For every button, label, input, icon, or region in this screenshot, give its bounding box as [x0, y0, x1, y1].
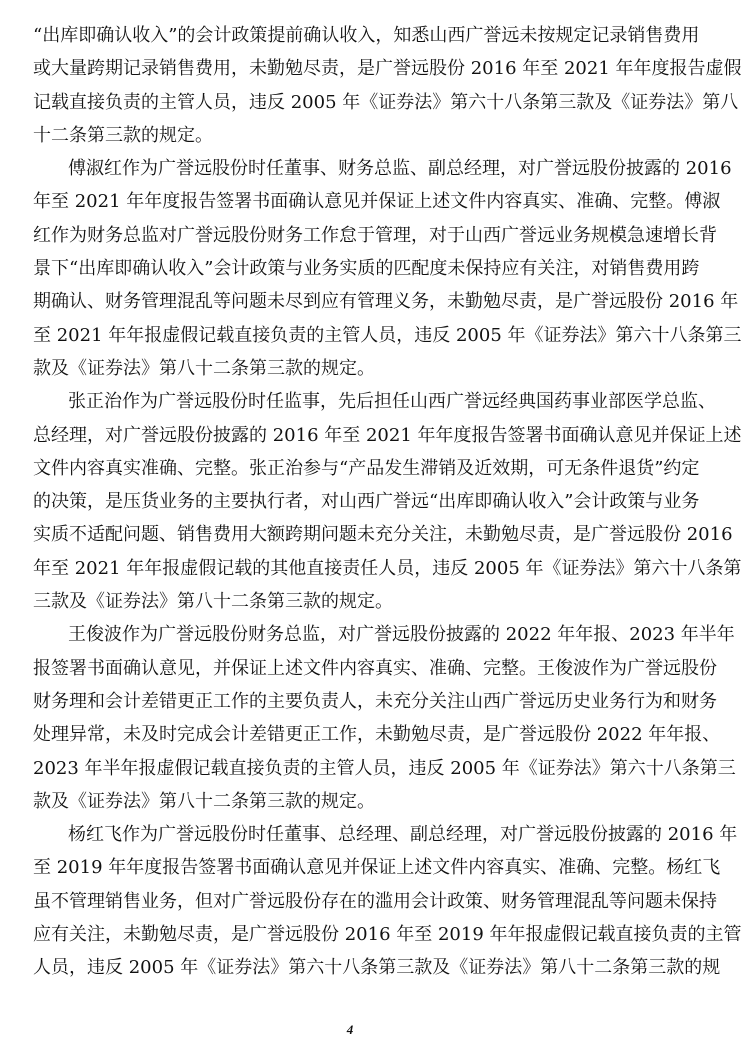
text-line: 处理异常，未及时完成会计差错更正工作，未勤勉尽责，是广誉远股份 2022 年年报、	[33, 724, 721, 746]
text-line: 的决策，是压货业务的主要执行者，对山西广誉远“出库即确认收入”会计政策与业务	[33, 491, 700, 513]
text-line: 红作为财务总监对广誉远股份财务工作怠于管理，对于山西广誉远业务规模急速增长背	[33, 224, 717, 246]
text-line: 应有关注，未勤勉尽责，是广誉远股份 2016 年至 2019 年年报虚假记载直接负责的主管	[33, 924, 742, 946]
text-line: 年至 2021 年年度报告签署书面确认意见并保证上述文件内容真实、准确、完整。傅淑	[33, 191, 721, 213]
text-line: 景下“出库即确认收入”会计政策与业务实质的匹配度未保持应有关注，对销售费用跨	[33, 258, 700, 280]
paragraph	[33, 19, 742, 152]
text-line: 杨红飞作为广誉远股份时任董事、总经理、副总经理，对广誉远股份披露的 2016 年	[68, 824, 738, 846]
paragraph	[33, 618, 736, 818]
text-line: 至 2019 年年度报告签署书面确认意见并保证上述文件内容真实、准确、完整。杨红飞	[33, 857, 721, 879]
text-line: 实质不适配问题、销售费用大额跨期问题未充分关注，未勤勉尽责，是广誉远股份 2016	[33, 524, 733, 546]
text-line: 款及《证券法》第八十二条第三款的规定。	[33, 790, 375, 812]
paragraph	[33, 818, 742, 984]
paragraph	[33, 385, 742, 618]
text-line: “出库即确认收入”的会计政策提前确认收入，知悉山西广誉远未按规定记录销售费用	[33, 25, 700, 46]
text-line: 财务理和会计差错更正工作的主要负责人，未充分关注山西广誉远历史业务行为和财务	[33, 690, 717, 712]
text-line: 总经理，对广誉远股份披露的 2016 年至 2021 年年度报告签署书面确认意见并保证上述	[33, 424, 742, 446]
text-line: 期确认、财务管理混乱等问题未尽到应有管理义务，未勤勉尽责，是广誉远股份 2016 年	[33, 291, 739, 313]
text-line: 人员，违反 2005 年《证券法》第六十八条第三款及《证券法》第八十二条第三款的规	[33, 957, 721, 979]
text-line: 张正治作为广誉远股份时任监事，先后担任山西广誉远经典国药事业部医学总监、	[68, 391, 716, 413]
text-line: 三款及《证券法》第八十二条第三款的规定。	[33, 591, 393, 613]
text-line: 至 2021 年年报虚假记载直接负责的主管人员，违反 2005 年《证券法》第六十八条第三	[33, 324, 742, 346]
text-line: 王俊波作为广誉远股份财务总监，对广誉远股份披露的 2022 年年报、2023 年半年	[68, 624, 735, 646]
paragraph	[33, 152, 742, 385]
text-line: 虽不管理销售业务，但对广誉远股份存在的滥用会计政策、财务管理混乱等问题未保持	[33, 890, 717, 912]
text-line: 文件内容真实准确、完整。张正治参与“产品发生滞销及近效期，可无条件退货”约定	[33, 457, 700, 479]
text-line: 傅淑红作为广誉远股份时任董事、财务总监、副总经理，对广誉远股份披露的 2016	[68, 158, 732, 180]
text-line: 2023 年半年报虚假记载直接负责的主管人员，违反 2005 年《证券法》第六十八条第三	[33, 757, 736, 779]
text-line: 款及《证券法》第八十二条第三款的规定。	[33, 357, 375, 379]
page-number: 4	[346, 1022, 354, 1037]
text-line: 记载直接负责的主管人员，违反 2005 年《证券法》第六十八条第三款及《证券法》第八	[33, 91, 739, 113]
text-line: 十二条第三款的规定。	[33, 124, 213, 146]
text-line: 或大量跨期记录销售费用，未勤勉尽责，是广誉远股份 2016 年至 2021 年年度报告虚假	[33, 58, 742, 80]
text-line: 报签署书面确认意见，并保证上述文件内容真实、准确、完整。王俊波作为广誉远股份	[33, 657, 717, 679]
document-body	[33, 19, 742, 985]
text-line: 年至 2021 年年报虚假记载的其他直接责任人员，违反 2005 年《证券法》第六十八条第	[33, 557, 742, 579]
